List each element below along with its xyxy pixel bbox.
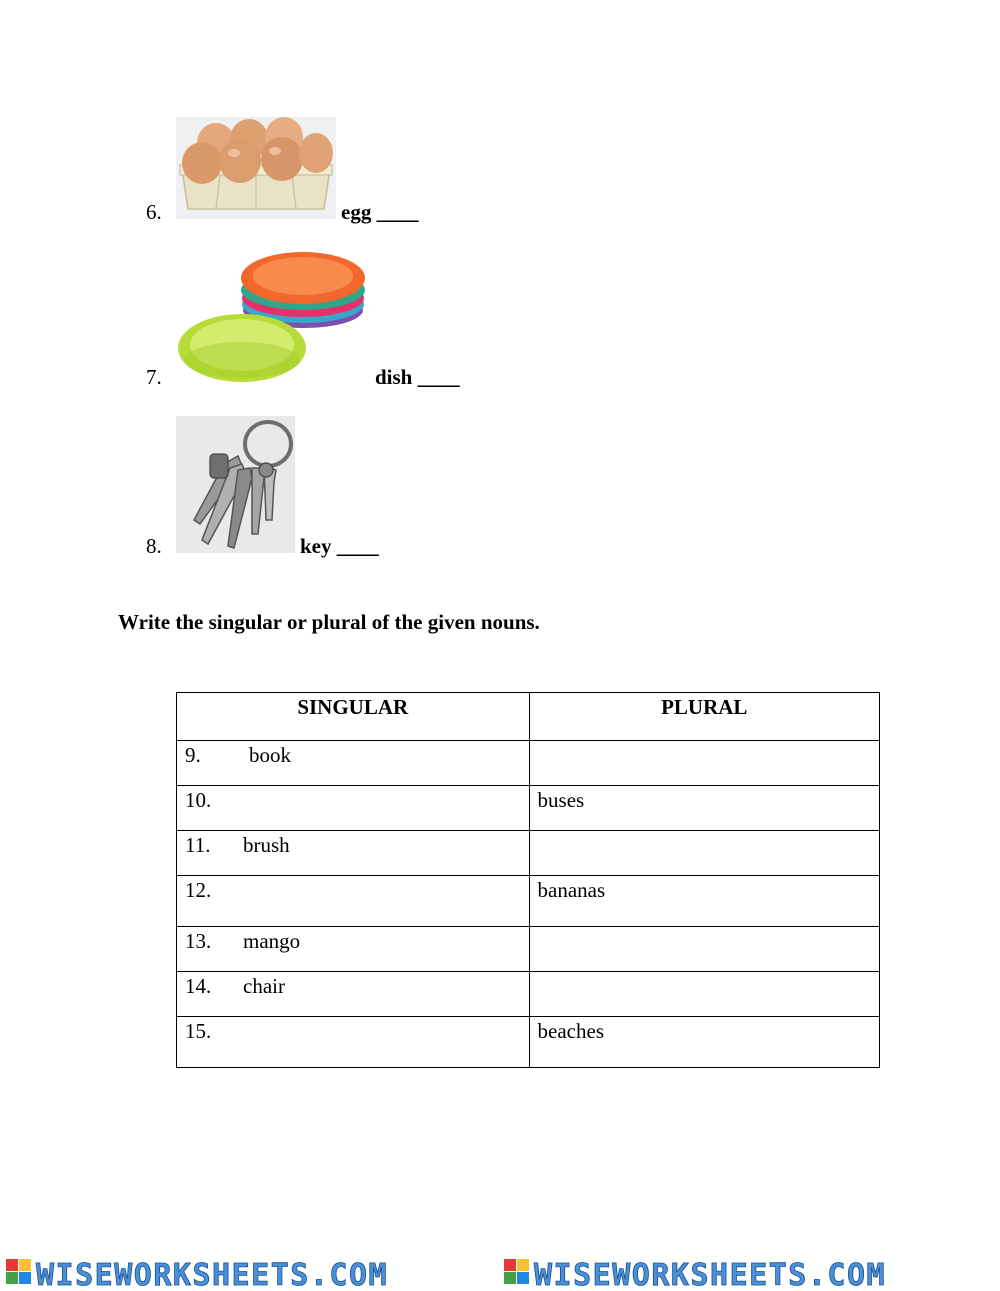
egg (299, 133, 333, 173)
row-number: 14. (185, 974, 212, 998)
wise-logo-icon (504, 1259, 529, 1284)
plural-cell[interactable] (529, 1017, 879, 1068)
egg-carton-image (176, 117, 336, 219)
plural-cell[interactable] (529, 972, 879, 1017)
item-7-word: dish ____ (375, 365, 460, 389)
singular-value: chair (243, 974, 285, 998)
singular-header: SINGULAR (177, 693, 530, 741)
instruction-heading: Write the singular or plural of the given nouns. (118, 610, 540, 634)
table-row (177, 786, 880, 831)
plural-value: bananas (537, 878, 606, 902)
table-row (177, 972, 880, 1017)
singular-cell[interactable] (177, 927, 530, 972)
table-row (177, 1017, 880, 1068)
table-row (177, 831, 880, 876)
plural-cell[interactable] (529, 786, 879, 831)
egg (182, 142, 222, 184)
singular-value: mango (243, 929, 301, 953)
stacked-plates-image (176, 248, 368, 386)
table-row (177, 741, 880, 786)
watermark-text: WISEWORKSHEETS.COM (534, 1258, 887, 1291)
row-number: 9. (185, 743, 201, 767)
plural-value: buses (537, 788, 585, 812)
table-header-row (177, 693, 880, 741)
watermark-footer (0, 1255, 1000, 1291)
plural-cell[interactable] (529, 927, 879, 972)
plural-value: beaches (537, 1019, 604, 1043)
row-number: 11. (185, 833, 211, 857)
singular-value: brush (243, 833, 290, 857)
item-7-number: 7. (146, 365, 162, 389)
row-number: 12. (185, 878, 212, 902)
row-number: 13. (185, 929, 212, 953)
egg (261, 137, 303, 181)
row-number: 10. (185, 788, 212, 812)
singular-value: book (249, 743, 291, 767)
singular-cell[interactable] (177, 972, 530, 1017)
plural-cell[interactable] (529, 741, 879, 786)
singular-cell[interactable] (177, 831, 530, 876)
plural-header: PLURAL (529, 693, 879, 741)
table-row (177, 927, 880, 972)
singular-cell[interactable] (177, 741, 530, 786)
singular-cell[interactable] (177, 1017, 530, 1068)
singular-cell[interactable] (177, 786, 530, 831)
table-row (177, 876, 880, 927)
keys-image (176, 416, 295, 553)
row-number: 15. (185, 1019, 212, 1043)
item-6-word: egg ____ (341, 200, 419, 224)
item-6-number: 6. (146, 200, 162, 224)
item-8-word: key ____ (300, 534, 379, 558)
egg (219, 139, 261, 183)
watermark-text: WISEWORKSHEETS.COM (36, 1258, 389, 1291)
plural-cell[interactable] (529, 831, 879, 876)
wise-logo-icon (6, 1259, 31, 1284)
singular-cell[interactable] (177, 876, 530, 927)
singular-plural-table (176, 692, 880, 1068)
plural-cell[interactable] (529, 876, 879, 927)
item-8-number: 8. (146, 534, 162, 558)
